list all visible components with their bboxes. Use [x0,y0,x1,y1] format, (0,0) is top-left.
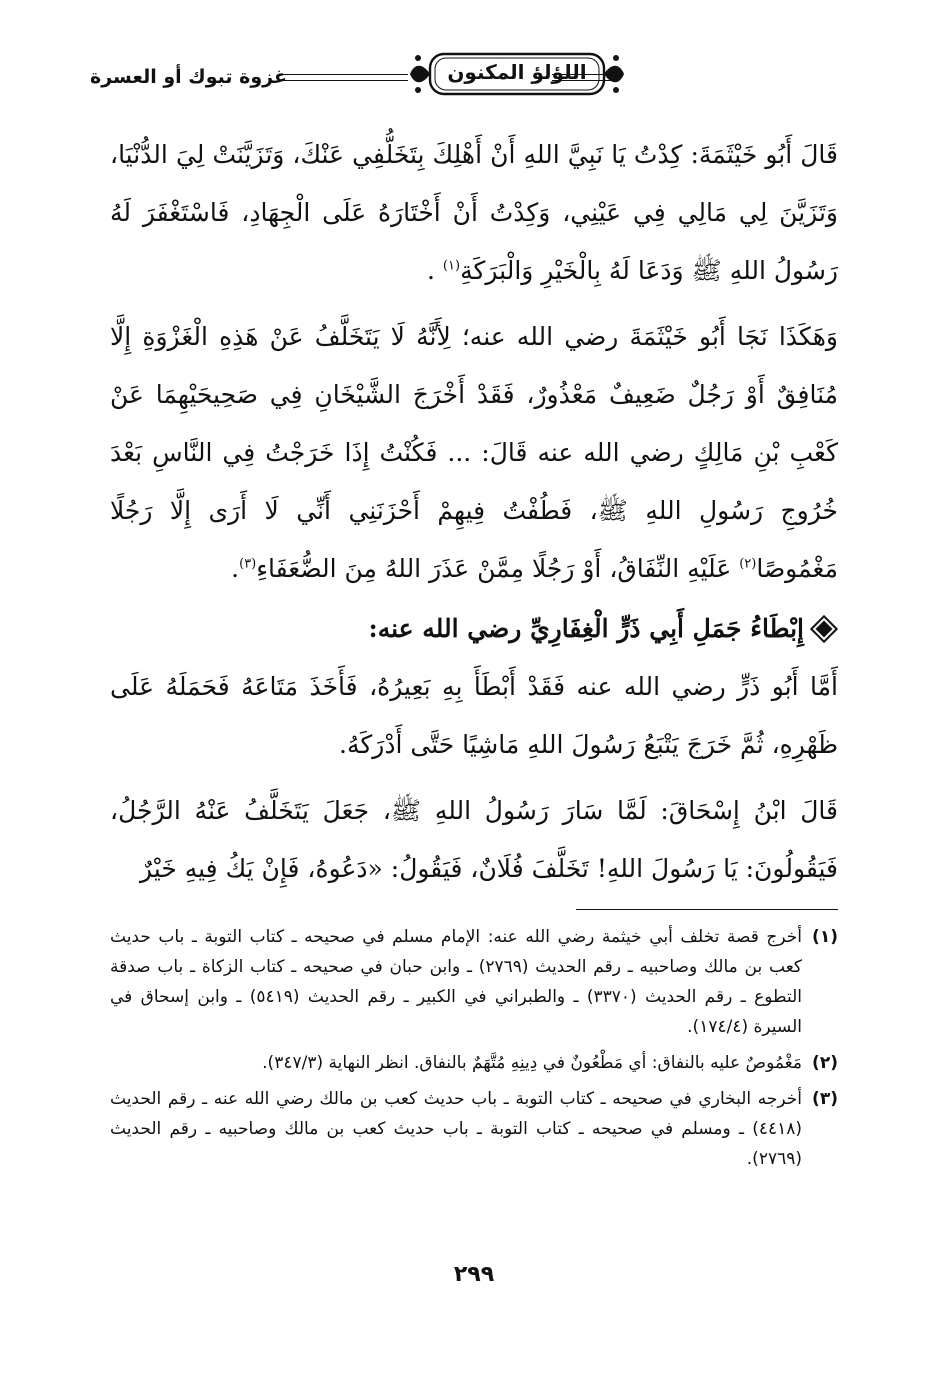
section-heading-text: إِبْطَاءُ جَمَلِ أَبِي ذَرٍّ الْغِفَارِيِّ رضي الله عنه: [368,614,804,643]
footnote-2-number: (٢) [812,1053,838,1073]
footnote-divider [576,909,838,910]
paragraph-4: قَالَ ابْنُ إِسْحَاقَ: لَمَّا سَارَ رَسُولُ اللهِ ﷺ، جَعَلَ يَتَخَلَّفُ عَنْهُ الرَّجُلُ، فَيَقُولُونَ: يَا رَسُولَ اللهِ! تَخَلَّفَ فُلَانٌ، فَيَقُولُ: «دَعُوهُ، فَإِنْ يَكُ فِيهِ خَيْرٌ [110,796,838,883]
title-emblem [408,48,626,100]
paragraph-2 [110,308,838,598]
footnote-ref-3: (٣) [239,556,257,572]
footnote-1-text: أخرج قصة تخلف أبي خيثمة رضي الله عنه: الإمام مسلم في صحيحه ـ كتاب التوبة ـ باب حديث كعب بن مالك وصاحبيه ـ رقم الحديث (٢٧٦٩) ـ وابن حبان في صحيحه ـ كتاب الزكاة ـ باب صدقة التطوع ـ رقم الحديث (٣٣٧٠) ـ والطبراني في الكبير ـ رقم الحديث (٥٤١٩) ـ وابن إسحاق في السيرة (١٧٤/٤). [110,927,802,1037]
book-title: اللؤلؤ المكنون [447,60,587,84]
paragraph-1 [110,126,838,300]
footnote-3-number: (٣) [812,1089,838,1109]
paragraph-1-end: . [427,256,443,285]
footnote-ref-2: (٢) [739,556,757,572]
paragraph-2-text-cont: عَلَيْهِ النِّفَاقُ، أَوْ رَجُلًا مِمَّنْ عَذَرَ اللهُ مِنَ الضُّعَفَاءِ [256,554,740,583]
footnote-2 [110,1048,838,1078]
header-rule-left [280,74,408,81]
page-header [90,48,842,108]
chapter-title: غزوة تبوك أو العسرة [90,66,287,88]
paragraph-2-text: وَهَكَذَا نَجَا أَبُو خَيْثَمَةَ رضي الله عنه؛ لِأَنَّهُ لَا يَتَخَلَّفُ عَنْ هَذِهِ الْغَزْوَةِ إِلَّا مُنَافِقٌ أَوْ رَجُلٌ ضَعِيفٌ مَعْذُورٌ، فَقَدْ أَخْرَجَ الشَّيْخَانِ فِي صَحِيحَيْهِمَا عَنْ كَعْبِ بْنِ مَالِكٍ رضي الله عنه قَالَ: ... فَكُنْتُ إِذَا خَرَجْتُ فِي النَّاسِ بَعْدَ خُرُوجِ رَسُولِ اللهِ ﷺ، فَطُفْتُ فِيهِمْ أَحْزَنَنِي أَنِّي لَا أَرَى إِلَّا رَجُلًا مَغْمُوصًا [110,322,838,583]
footnote-2-text: مَغْمُوصٌ عليه بالنفاق: أي مَطْعُونٌ في دِينِهِ مُتَّهَمٌ بالنفاق. انظر النهاية (٣٤٧/٣). [262,1053,802,1073]
footnote-3-text: أخرجه البخاري في صحيحه ـ كتاب التوبة ـ باب حديث كعب بن مالك رضي الله عنه ـ رقم الحديث (٤٤١٨) ـ ومسلم في صحيحه ـ كتاب التوبة ـ باب حديث كعب بن مالك وصاحبيه ـ رقم الحديث (٢٧٦٩). [110,1089,802,1169]
section-heading [110,600,838,658]
footnote-3 [110,1084,838,1174]
paragraph-1-text: قَالَ أَبُو خَيْثَمَةَ: كِدْتُ يَا نَبِيَّ اللهِ أَنْ أَهْلِكَ بِتَخَلُّفِي عَنْكَ، وَتَزَيَّنَتْ لِيَ الدُّنْيَا، وَتَزَيَّنَ لِي مَالِي فِي عَيْنِي، وَكِدْتُ أَنْ أَخْتَارَهُ عَلَى الْجِهَادِ، فَاسْتَغْفَرَ لَهُ رَسُولُ اللهِ ﷺ وَدَعَا لَهُ بِالْخَيْرِ وَالْبَرَكَةِ [110,140,838,285]
footnote-ref-1: (١) [442,258,461,274]
diamond-bullet-icon [813,618,836,641]
footnote-1-number: (١) [812,927,838,947]
footnotes [110,922,838,1180]
paragraph-2-end: . [231,554,240,583]
page-number: ٢٩٩ [453,1262,495,1287]
main-text [110,126,838,898]
footnote-1 [110,922,838,1042]
paragraph-3: أَمَّا أَبُو ذَرٍّ رضي الله عنه فَقَدْ أَبْطَأَ بِهِ بَعِيرُهُ، فَأَخَذَ مَتَاعَهُ فَحَمَلَهُ عَلَى ظَهْرِهِ، ثُمَّ خَرَجَ يَتْبَعُ رَسُولَ اللهِ مَاشِيًا حَتَّى أَدْرَكَهُ. [110,672,838,759]
